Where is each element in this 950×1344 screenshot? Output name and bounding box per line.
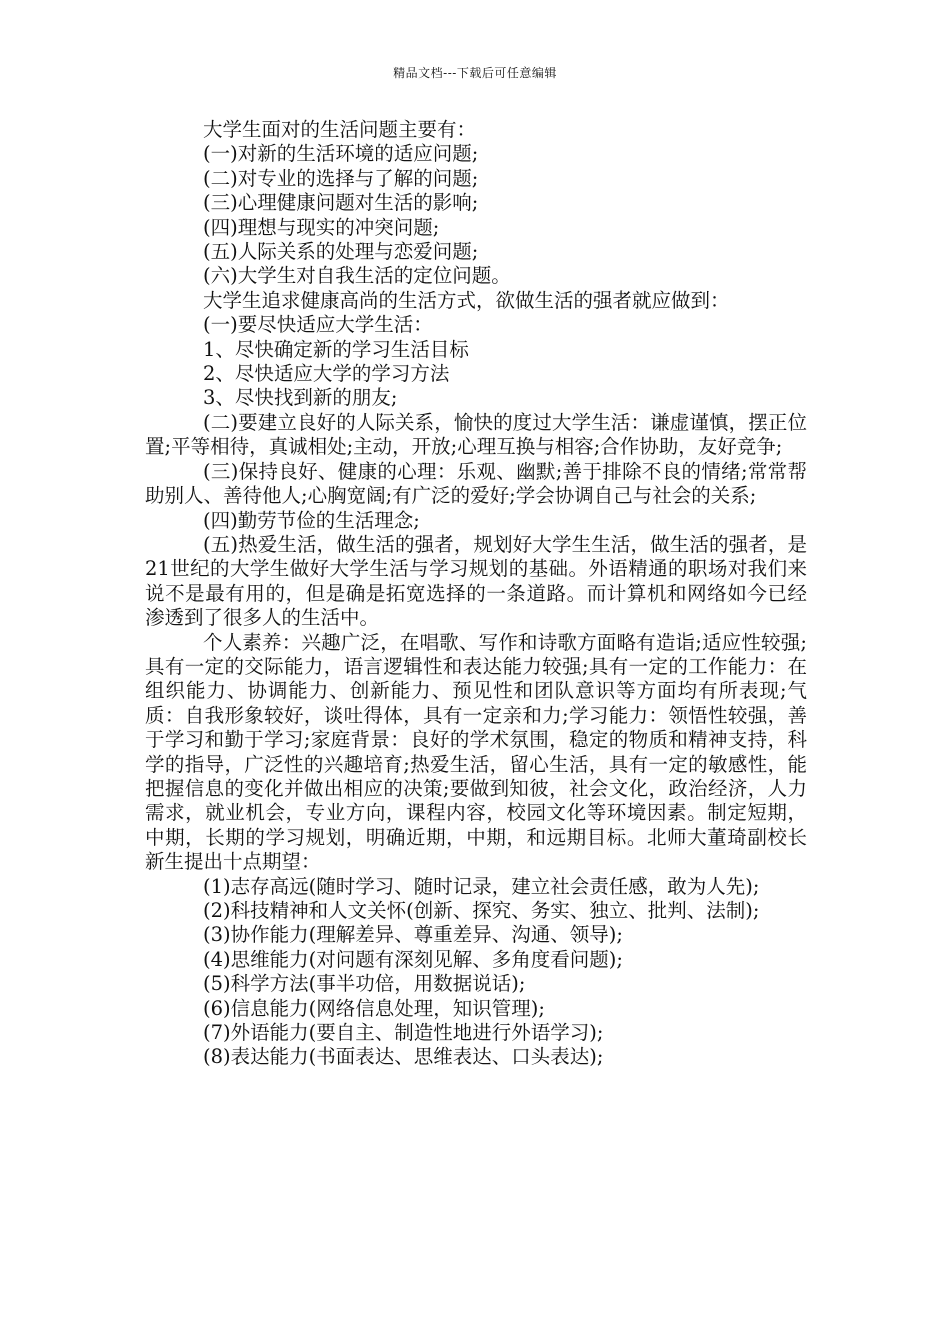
list-item: (一)对新的生活环境的适应问题; [203,142,479,166]
list-item: (6)信息能力(网络信息处理，知识管理); [203,996,545,1020]
list-item: (7)外语能力(要自主、制造性地进行外语学习); [203,1021,604,1045]
document-body [145,118,807,1070]
list-item: (三)心理健康问题对生活的影响; [203,191,479,215]
paragraph: (二)要建立良好的人际关系，愉快的度过大学生活：谦虚谨慎，摆正位置;平等相待，真诚相处;主动，开放;心理互换与相容;合作协助，友好竞争; [145,410,807,459]
list-item: 1、尽快确定新的学习生活目标 [203,337,469,361]
list-item: (1)志存高远(随时学习、随时记录，建立社会责任感，敢为人先); [203,874,760,898]
list-item: (六)大学生对自我生活的定位问题。 [203,264,511,288]
paragraph: (五)热爱生活，做生活的强者，规划好大学生生活，做生活的强者，是21世纪的大学生做好大学生活与学习规划的基础。外语精通的职场对我们来说不是最有用的，但是确是拓宽选择的一条道路。而计算机和网络如今已经渗透到了很多人的生活中。 [145,532,807,630]
list-item: 3、尽快找到新的朋友; [203,386,398,410]
list-item: (四)勤劳节俭的生活理念; [203,508,420,532]
list-item: (5)科学方法(事半功倍，用数据说话); [203,972,526,996]
paragraph: 个人素养：兴趣广泛，在唱歌、写作和诗歌方面略有造诣;适应性较强;具有一定的交际能力，语言逻辑性和表达能力较强;具有一定的工作能力：在组织能力、协调能力、创新能力、预见性和团队意识等方面均有所表现;气质：自我形象较好，谈吐得体，具有一定亲和力;学习能力：领悟性较强，善于学习和勤于学习;家庭背景：良好的学术氛围，稳定的物质和精神支持，科学的指导，广泛性的兴趣培育;热爱生活，留心生活，具有一定的敏感性，能把握信息的变化并做出相应的决策;要做到知彼，社会文化，政治经济，人力需求，就业机会，专业方向，课程内容，校园文化等环境因素。制定短期，中期，长期的学习规划，明确近期，中期，和远期目标。北师大董琦副校长新生提出十点期望： [145,630,807,874]
list-item: (二)对专业的选择与了解的问题; [203,166,479,190]
list-item: (8)表达能力(书面表达、思维表达、口头表达); [203,1045,604,1069]
paragraph: 大学生面对的生活问题主要有： [203,118,477,141]
list-item: (四)理想与现实的冲突问题; [203,215,440,239]
paragraph: 大学生追求健康高尚的生活方式，欲做生活的强者就应做到： [203,288,730,312]
list-item: 2、尽快适应大学的学习方法 [203,362,450,386]
paragraph: (三)保持良好、健康的心理：乐观、幽默;善于排除不良的情绪;常常帮助别人、善待他人;心胸宽阔;有广泛的爱好;学会协调自己与社会的关系; [145,459,807,508]
list-item: (五)人际关系的处理与恋爱问题; [203,240,479,264]
list-item: (3)协作能力(理解差异、尊重差异、沟通、领导); [203,923,623,947]
list-item: (2)科技精神和人文关怀(创新、探究、务实、独立、批判、法制); [203,899,760,922]
page-header: 精品文档---下载后可任意编辑 [393,66,557,80]
list-item: (4)思维能力(对问题有深刻见解、多角度看问题); [203,947,623,971]
list-item: (一)要尽快适应大学生活： [203,313,433,337]
